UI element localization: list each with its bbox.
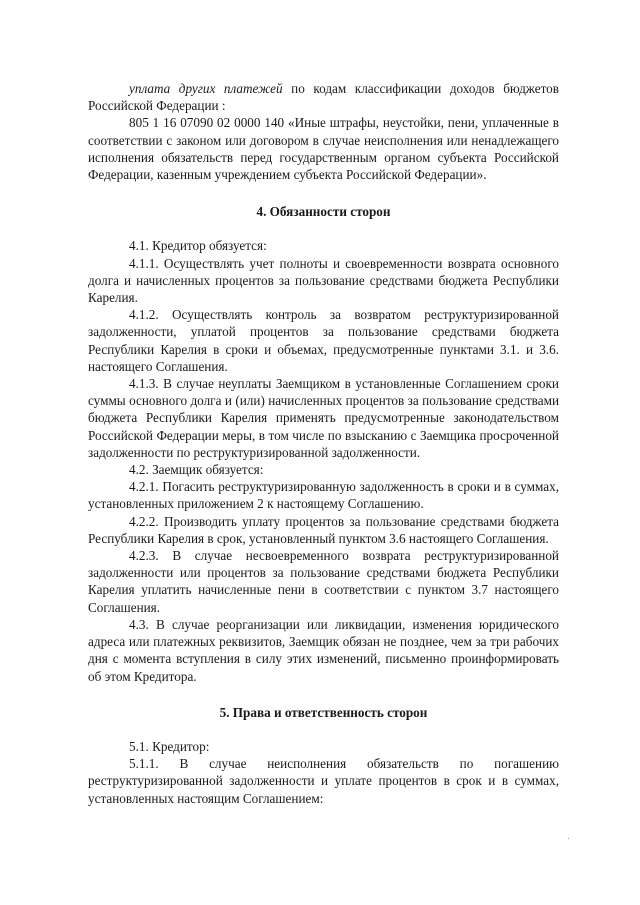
paragraph-4-1-2: 4.1.2. Осуществлять контроль за возвратом реструктуризированной задолженности, уплатой процентов за пользование средствами бюджета Республики Карелия в сроки и объемах, предусмотренные пунктами 3.1. и 3.6. настоящего Соглашения. xyxy=(88,307,559,374)
paragraph-4-1-1: 4.1.1. Осуществлять учет полноты и своевременности возврата основного долга и начисленных процентов за пользование средствами бюджета Республики Карелия. xyxy=(88,255,559,306)
paragraph-4-3: 4.3. В случае реорганизации или ликвидации, изменения юридического адреса или платежных реквизитов, Заемщик обязан не позднее, чем за три рабочих дня с момента вступления в силу этих изменений, письменно проинформировать об этом Кредитора. xyxy=(88,616,559,684)
scan-speck xyxy=(568,838,569,839)
section-5-title: 5. Права и ответственность сторон xyxy=(219,704,428,720)
intro-paragraph xyxy=(88,80,559,114)
document-page xyxy=(88,80,559,807)
paragraph-5-1-1: 5.1.1. В случае неисполнения обязательств по погашению реструктуризированной задолженности и уплате процентов в срок и в суммах, установленных настоящим Соглашением: xyxy=(88,756,559,806)
section-5-body xyxy=(88,738,559,807)
paragraph-5-1: 5.1. Кредитор: xyxy=(129,738,210,754)
paragraph-4-1-3: 4.1.3. В случае неуплаты Заемщиком в установленные Соглашением сроки суммы основного долга и (или) начисленных процентов за пользование средствами бюджета Республики Карелия применять предусмотренные законодательством Российской Федерации меры, в том числе по взысканию с Заемщика просроченной задолженности по реструктуризированной задолженности. xyxy=(88,376,559,460)
intro-text: по кодам классификации доходов бюджетов Российской Федерации : xyxy=(88,81,559,114)
paragraph-4-2-2: 4.2.2. Производить уплату процентов за пользование средствами бюджета Республики Карелия в срок, установленный пунктом 3.6 настоящего Соглашения. xyxy=(88,513,559,546)
paragraph-4-2-3: 4.2.3. В случае несвоевременного возврата реструктуризированной задолженности или процентов за пользование средствами бюджета Республики Карелия уплатить начисленные пени в соответствии с пунктом 3.7 настоящего Соглашения. xyxy=(88,548,559,615)
intro-italic-text: уплата других платежей xyxy=(129,81,283,96)
paragraph-4-2: 4.2. Заемщик обязуется: xyxy=(129,462,264,478)
section-4-title: 4. Обязанности сторон xyxy=(256,204,391,220)
budget-code-paragraph: 805 1 16 07090 02 0000 140 «Иные штрафы, неустойки, пени, уплаченные в соответствии с законом или договором в случае неисполнения или ненадлежащего исполнения обязательств перед государственным органом субъекта Российской Федерации, казенным учреждением субъекта Российской Федерации». xyxy=(88,115,559,183)
paragraph-4-1: 4.1. Кредитор обязуется: xyxy=(129,238,267,254)
section-4-body xyxy=(88,237,559,684)
paragraph-4-2-1: 4.2.1. Погасить реструктуризированную задолженность в сроки и в суммах, установленных приложением 2 к настоящему Соглашению. xyxy=(88,479,559,512)
